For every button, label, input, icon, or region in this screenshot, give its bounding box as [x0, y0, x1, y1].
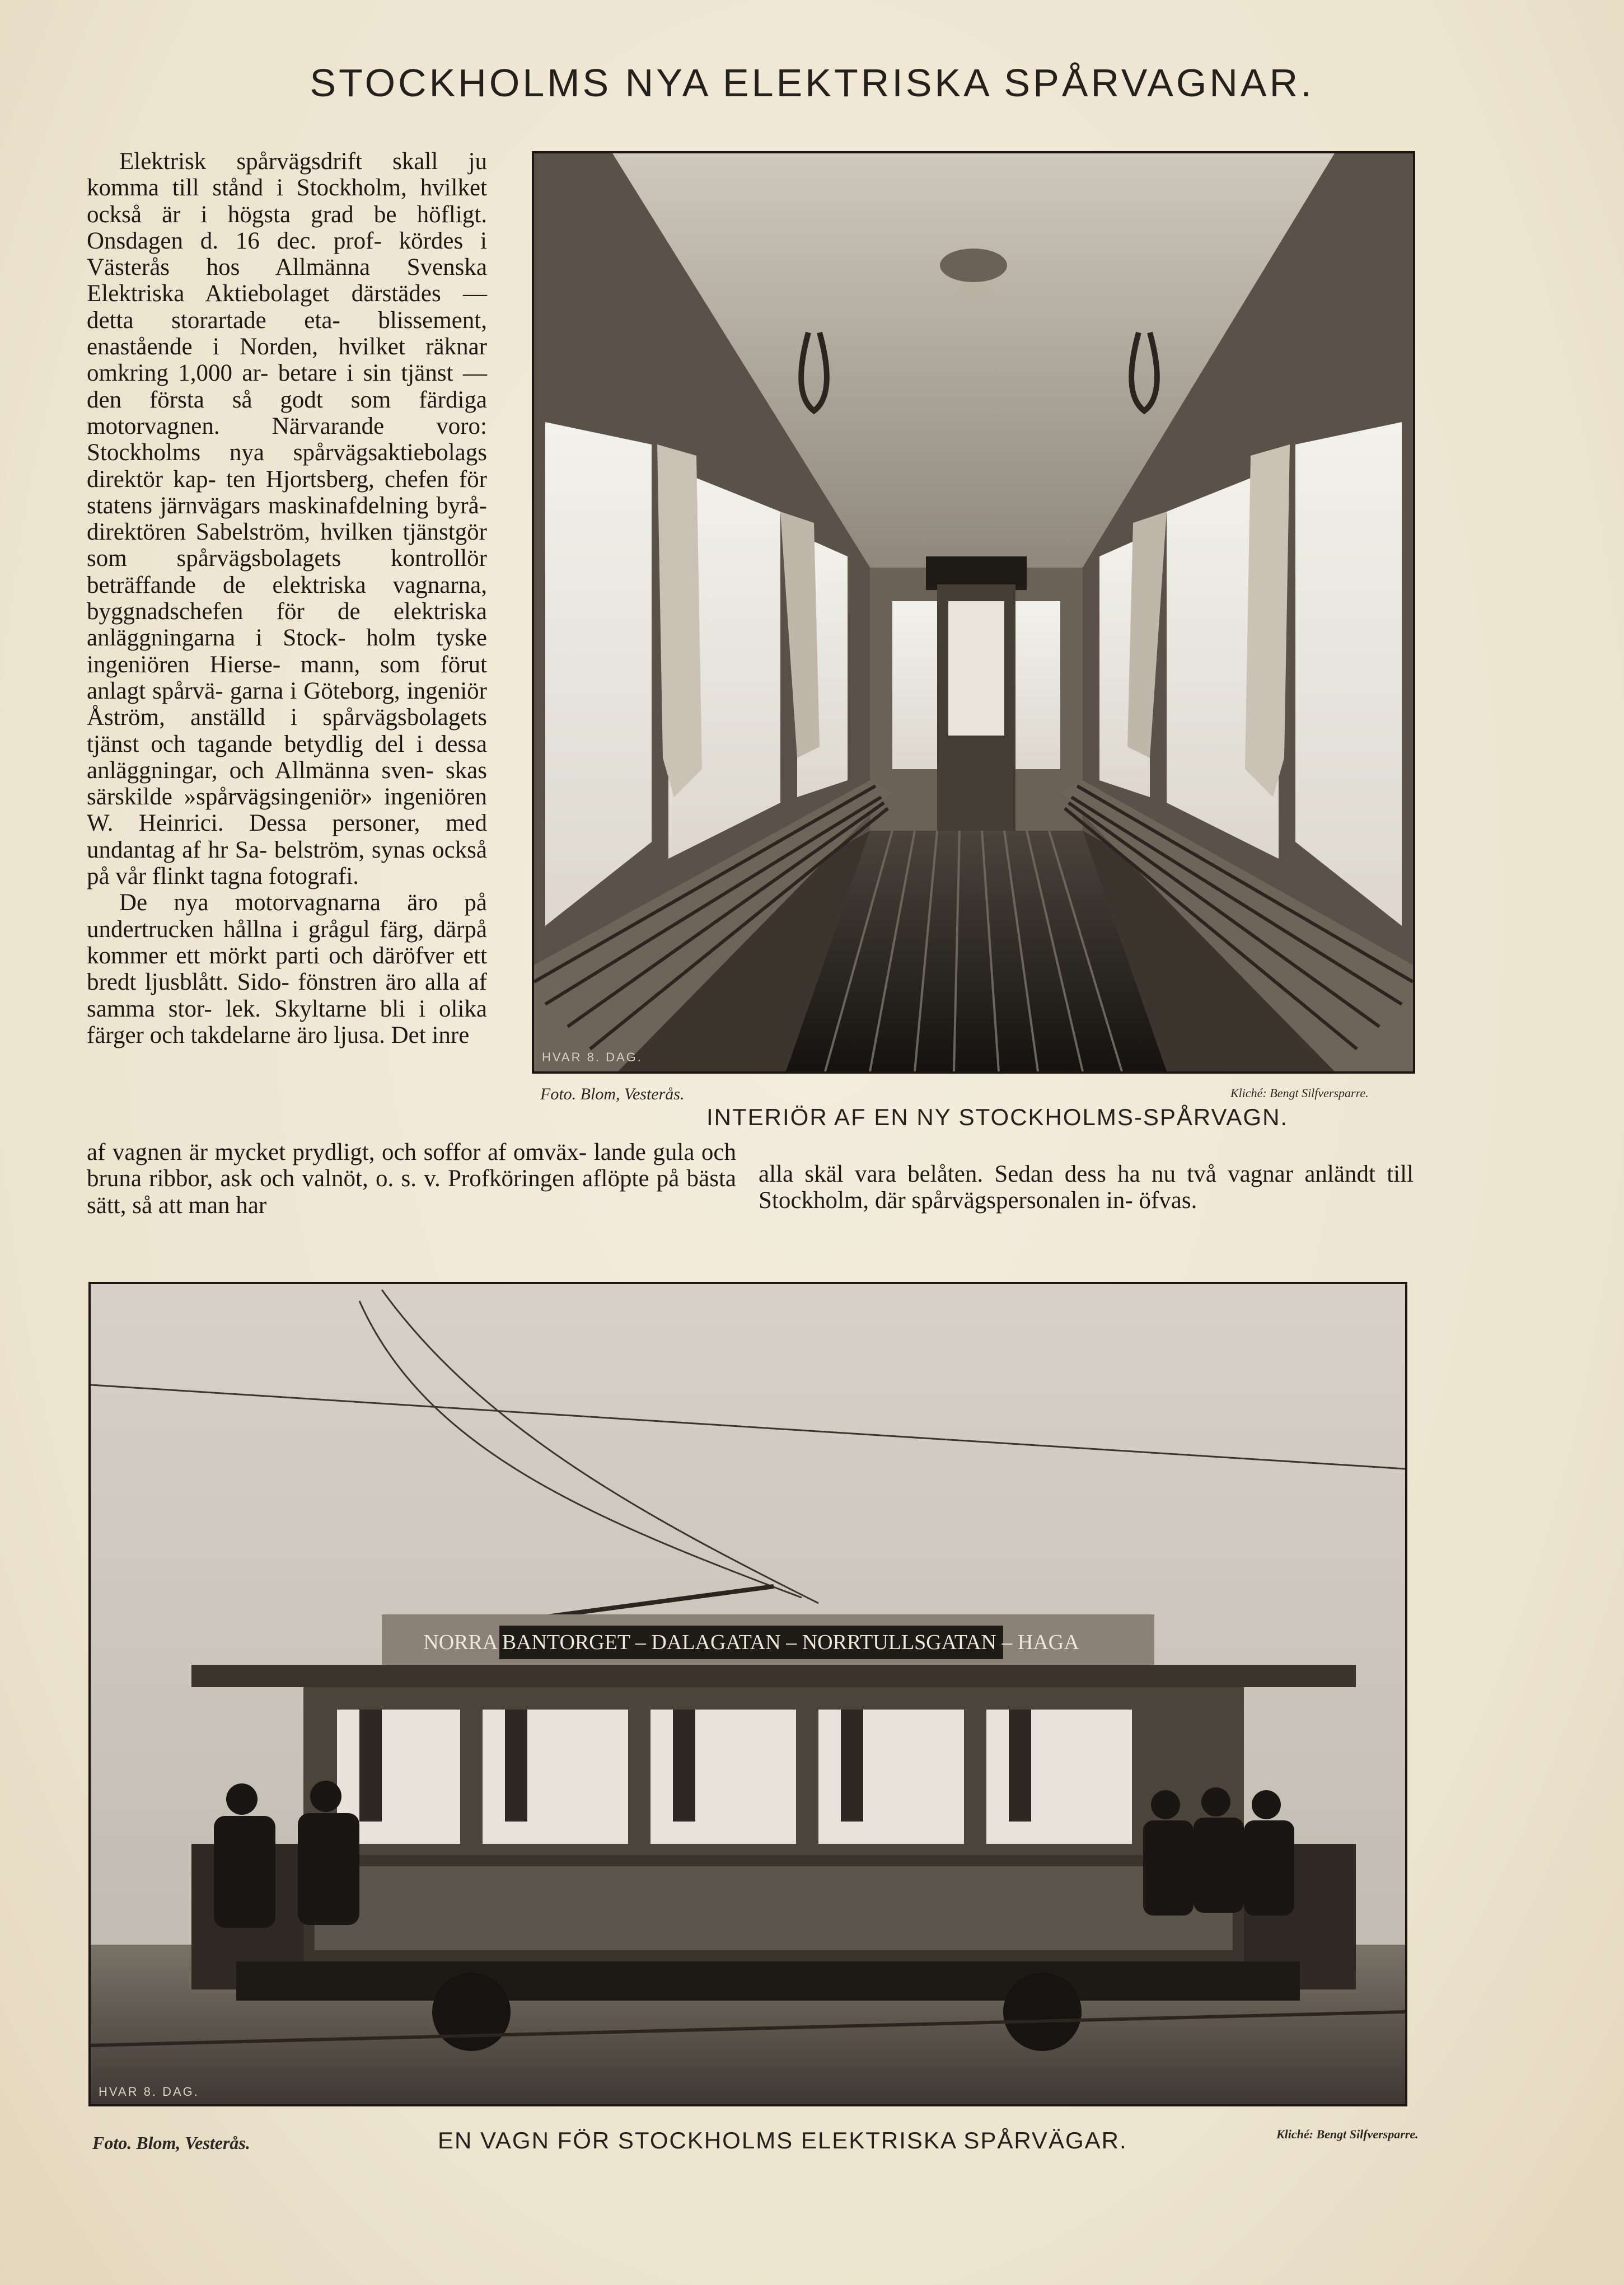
article-paragraph-2-continued: af vagnen är mycket prydligt, och soffor af omväx- lande gula och bruna ribbor, ask och valnöt, o. s. v. Profköringen aflöpte på bästa sätt, så att man har [87, 1139, 736, 1219]
destination-sign: NORRA BANTORGET – DALAGATAN – NORRTULLSGATAN – HAGA [423, 1631, 1079, 1654]
tram-interior-illustration [534, 153, 1413, 1071]
page-title: STOCKHOLMS NYA ELEKTRISKA SPÅRVAGNAR. [310, 61, 1314, 105]
engraver-mark-interior: HVAR 8. DAG. [542, 1050, 643, 1064]
tram-interior-photo [532, 151, 1415, 1074]
tram-exterior-photo [88, 1282, 1407, 2106]
photo-credit-interior: Foto. Blom, Vesterås. [540, 1085, 685, 1103]
cliche-credit-tram: Kliché: Bengt Silfversparre. [1276, 2127, 1419, 2141]
article-paragraph-2: De nya motorvagnarna äro på undertrucken hållna i grågul färg, därpå kommer ett mörkt parti och däröfver ett bredt ljusblått. Sido- fönstren äro alla af samma stor- lek. Skyltarne bli i olika färger och takdelarne äro ljusa. Det inre [87, 889, 487, 1048]
article-paragraph-1: Elektrisk spårvägsdrift skall ju komma till stånd i Stockholm, hvilket också är i högsta grad be höfligt. Onsdagen d. 16 dec. prof- kördes i Västerås hos Allmänna Svenska Elektriska Aktiebolaget därstädes — detta storartade eta- blissement, enastående i Norden, hvilket räknar omkring 1,000 ar- betare i sin tjänst — den första så godt som färdiga motorvagnen. Närvarande voro: Stockholms nya spårvägsaktiebolags direktör kap- ten Hjortsberg, chefen för statens järnvägars maskinafdelning byrå- direktören Sabelström, hvilken tjänstgör som spårvägsbolagets kontrollör beträffande de elektriska vagnarna, byggnadschefen för de elektriska anläggningarna i Stock- holm tyske ingeniören Hierse- mann, som förut anlagt spårvä- garna i Göteborg, ingeniör Åström, anställd i spårvägsbolagets tjänst och tagande betydlig del i dessa anläggningar, och Allmänna sven- skas särskilde »spårvägsingeniör» ingeniören W. Heinrici. Dessa personer, med undantag af hr Sa- belström, synas också på vår flinkt tagna fotografi. [87, 148, 487, 890]
tram-exterior-illustration [91, 1284, 1405, 2104]
article-paragraph-3: alla skäl vara belåten. Sedan dess ha nu två vagnar anländt till Stockholm, där spårvägspersonalen in- öfvas. [759, 1161, 1414, 1214]
photo-credit-tram: Foto. Blom, Vesterås. [92, 2133, 250, 2153]
cliche-credit-interior: Kliché: Bengt Silfversparre. [1230, 1086, 1369, 1100]
article-column-bottom-left [87, 1139, 736, 1219]
caption-tram: EN VAGN FÖR STOCKHOLMS ELEKTRISKA SPÅRVÄGAR. [438, 2127, 1127, 2153]
engraver-mark-tram: HVAR 8. DAG. [99, 2085, 199, 2099]
article-column-left [87, 148, 487, 1048]
caption-interior: INTERIÖR AF EN NY STOCKHOLMS-SPÅRVAGN. [706, 1104, 1289, 1130]
article-column-bottom-right [759, 1161, 1414, 1214]
